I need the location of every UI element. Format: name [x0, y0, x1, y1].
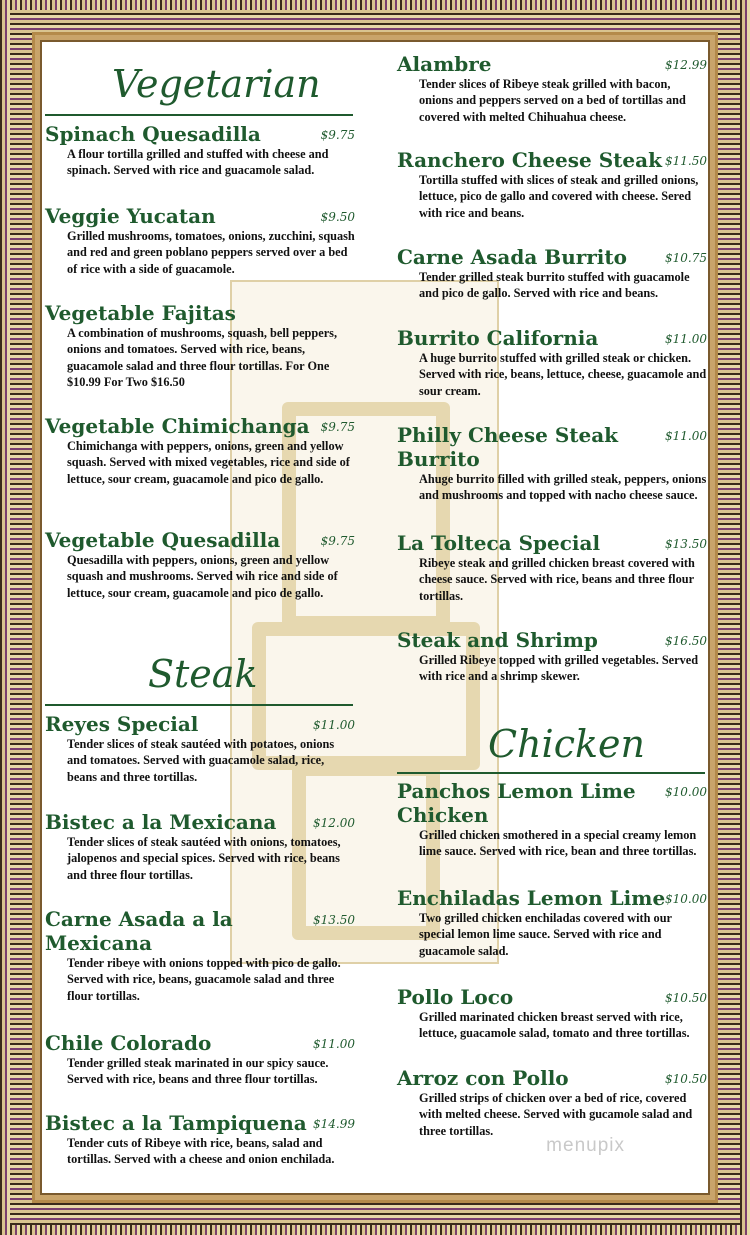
item-description: Grilled Ribeye topped with grilled vegetables. Served with rice and a shrimp skewer. — [419, 653, 699, 684]
item-name: Enchiladas Lemon Lime — [397, 886, 666, 910]
item-price: $16.50 — [665, 634, 707, 648]
item-name: Panchos Lemon Lime — [397, 779, 636, 803]
item-description: Quesadilla with peppers, onions, green and yellow squash and mushrooms. Served wih rice and side of lettuce, sour cream, guacamole and pico de gallo. — [67, 553, 338, 600]
section-rule — [45, 114, 353, 116]
item-description: Two grilled chicken enchiladas covered with our special lemon lime sauce. Served with rice and guacamole salad. — [419, 911, 672, 958]
menu-item — [45, 204, 355, 277]
item-name: Reyes Special — [45, 712, 199, 736]
menu-item — [45, 301, 355, 391]
item-description: Grilled strips of chicken over a bed of rice, covered with melted cheese. Served with gucamole salad and three tortillas. — [419, 1091, 693, 1138]
item-name: Pollo Loco — [397, 985, 514, 1009]
item-description: Grilled marinated chicken breast served with rice, lettuce, guacamole salad, tomato and three tortillas. — [419, 1010, 690, 1041]
menu-item — [397, 148, 707, 221]
item-name: Carne Asada Burrito — [397, 245, 627, 269]
menu-item — [397, 423, 707, 504]
menu-item — [397, 52, 707, 125]
item-description: Tender grilled steak marinated in our spicy sauce. Served with rice, beans and three flour tortillas. — [67, 1056, 329, 1087]
item-description: Tortilla stuffed with slices of steak and grilled onions, lettuce, pico de gallo and covered with cheese. Sered with rice and beans. — [419, 173, 699, 220]
item-description: A combination of mushrooms, squash, bell peppers, onions and tomatoes. Served with rice, beans, guacamole salad and three flour tortillas. For One $10.99 For Two $16.50 — [67, 326, 338, 390]
item-price: $10.75 — [665, 251, 707, 265]
item-description: A flour tortilla grilled and stuffed with cheese and spinach. Served with rice and guacamole salad. — [67, 147, 329, 178]
section-rule — [397, 772, 705, 774]
item-price: $12.99 — [665, 58, 707, 72]
item-price: $14.99 — [313, 1117, 355, 1131]
item-name-line2: Mexicana — [45, 931, 153, 955]
item-price: $10.50 — [665, 991, 707, 1005]
item-description: Ribeye steak and grilled chicken breast covered with cheese sauce. Served with rice, beans and three flour tortillas. — [419, 556, 695, 603]
item-description: Ahuge burrito filled with grilled steak, peppers, onions and mushrooms and topped with nacho cheese sauce. — [419, 472, 707, 503]
item-price: $11.50 — [665, 154, 707, 168]
item-name: Steak and Shrimp — [397, 628, 598, 652]
item-name: Veggie Yucatan — [45, 204, 216, 228]
menu-item — [397, 1066, 707, 1139]
item-description: Tender slices of steak sautéed with onions, tomatoes, jalopenos and special spices. Served with rice, beans and three flour tortillas. — [67, 835, 341, 882]
menu-item — [45, 414, 355, 487]
menu-item — [397, 326, 707, 399]
menupix-watermark: menupix — [546, 1135, 625, 1156]
section-rule — [45, 704, 353, 706]
item-description: Tender grilled steak burrito stuffed with guacamole and pico de gallo. Served with rice and beans. — [419, 270, 690, 301]
item-price: $9.75 — [320, 534, 355, 548]
item-name: Bistec a la Mexicana — [45, 810, 277, 834]
item-price: $11.00 — [313, 1037, 355, 1051]
item-name: La Tolteca Special — [397, 531, 601, 555]
menu-item — [45, 528, 355, 601]
item-name-line2: Chicken — [397, 803, 489, 827]
item-name: Vegetable Quesadilla — [45, 528, 281, 552]
menu-item — [45, 1031, 355, 1088]
item-price: $9.75 — [320, 128, 355, 142]
item-name-line2: Burrito — [397, 447, 480, 471]
item-description: Grilled mushrooms, tomatoes, onions, zucchini, squash and red and green poblano peppers served over a bed of rice with a side of guacamole. — [67, 229, 355, 276]
item-name: Burrito California — [397, 326, 599, 350]
item-description: Tender cuts of Ribeye with rice, beans, salad and tortillas. Served with a cheese and onion enchilada. — [67, 1136, 335, 1167]
item-price: $12.00 — [313, 816, 355, 830]
section-title-steak: Steak — [148, 652, 258, 696]
item-name: Vegetable Chimichanga — [45, 414, 310, 438]
section-title-chicken: Chicken — [488, 722, 645, 766]
item-price: $10.00 — [665, 892, 707, 906]
item-price: $9.75 — [320, 420, 355, 434]
item-price: $11.00 — [313, 718, 355, 732]
menu-item — [45, 907, 355, 1004]
item-description: Tender slices of Ribeye steak grilled with bacon, onions and peppers served on a bed of tortillas and covered with melted Chihuahua cheese. — [419, 77, 686, 124]
item-description: Tender ribeye with onions topped with pico de gallo. Served with rice, beans, guacamole salad and three flour tortillas. — [67, 956, 341, 1003]
item-name: Bistec a la Tampiquena — [45, 1111, 307, 1135]
item-name: Ranchero Cheese Steak — [397, 148, 662, 172]
menu-item — [397, 985, 707, 1042]
item-description: Chimichanga with peppers, onions, green and yellow squash. Served with mixed vegetables, rice and side of lettuce, sour cream, guacamole and pico de gallo. — [67, 439, 350, 486]
item-description: A huge burrito stuffed with grilled steak or chicken. Served with rice, beans, lettuce, cheese, guacamole and sour cream. — [419, 351, 707, 398]
section-title-vegetarian: Vegetarian — [112, 62, 321, 106]
menu-item — [45, 712, 355, 785]
item-price: $13.50 — [313, 913, 355, 927]
item-description: Grilled chicken smothered in a special creamy lemon lime sauce. Served with rice, bean and three tortillas. — [419, 828, 697, 859]
menu-item — [397, 628, 707, 685]
item-description: Tender slices of steak sautéed with potatoes, onions and tomatoes. Served with guacamole salad, rice, beans and three tortillas. — [67, 737, 335, 784]
item-price: $11.00 — [665, 429, 707, 443]
item-price: $10.50 — [665, 1072, 707, 1086]
menu-item — [397, 886, 707, 959]
menu-item — [397, 531, 707, 604]
item-name: Arroz con Pollo — [397, 1066, 569, 1090]
menu-item — [45, 122, 355, 179]
item-price: $10.00 — [665, 785, 707, 799]
item-name: Carne Asada a la — [45, 907, 233, 931]
item-price: $9.50 — [320, 210, 355, 224]
item-name: Alambre — [397, 52, 492, 76]
item-name: Vegetable Fajitas — [45, 301, 236, 325]
menu-item — [45, 1111, 355, 1168]
menu-item — [397, 779, 707, 860]
item-name: Spinach Quesadilla — [45, 122, 261, 146]
menu-item — [45, 810, 355, 883]
item-price: $11.00 — [665, 332, 707, 346]
item-name: Chile Colorado — [45, 1031, 212, 1055]
menu-item — [397, 245, 707, 302]
item-name: Philly Cheese Steak — [397, 423, 619, 447]
item-price: $13.50 — [665, 537, 707, 551]
